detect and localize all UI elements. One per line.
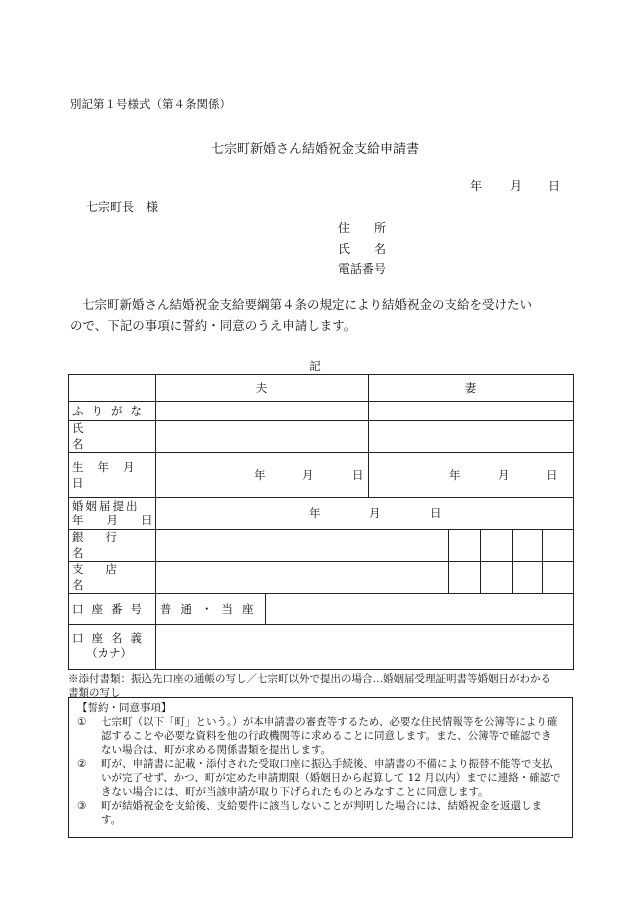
name-label: 氏名 <box>72 421 138 451</box>
date-year-label: 年 <box>470 179 483 193</box>
consent-item-3-text: 町が結婚祝金を支給後、支給要件に該当しないことが判明した場合には、結婚祝金を返還します。 <box>101 800 542 826</box>
marriage-date-label-line2: 年 月 日 <box>72 513 153 527</box>
addressee: 七宗町長 様 <box>86 200 159 214</box>
date-day-label: 日 <box>548 179 561 193</box>
furigana-label: ふりがな <box>72 403 150 418</box>
bank-name-label: 銀行名 <box>72 530 139 560</box>
applicant-phone-label: 電話番号 <box>338 262 387 276</box>
consent-item-3-number: ③ <box>77 800 87 812</box>
husband-birth-day: 日 <box>352 467 364 482</box>
consent-item-1-number: ① <box>77 716 87 728</box>
statement-line-2: ので、下記の事項に誓約・同意のうえ申請します。 <box>70 318 357 333</box>
husband-birth-year: 年 <box>254 467 266 482</box>
wife-header: 妻 <box>464 380 477 395</box>
applicant-address-label: 住 所 <box>338 221 387 235</box>
account-holder-label: 口座名義 <box>72 630 150 645</box>
marriage-day: 日 <box>430 506 442 520</box>
consent-item-3 <box>77 799 567 829</box>
wife-birth-day: 日 <box>546 467 558 482</box>
consent-heading: 【誓約・同意事項】 <box>77 702 172 714</box>
branch-name-label: 支店名 <box>72 562 139 592</box>
consent-item-2-text: 町が、申請書に記載・添付された受取口座に振込手続後、申請書の不備により振替不能等で支払いが完了せず、かつ、町が定めた申請期限（婚姻日から起算して 12 月以内）までに連絡・確認できない場合には、町が当該申請が取り下げられたものとみなすことに同意します。 <box>101 758 561 798</box>
marriage-month: 月 <box>369 506 381 520</box>
consent-section <box>68 697 573 838</box>
document-title: 七宗町新婚さん結婚祝金支給申請書 <box>210 142 419 157</box>
consent-item-1 <box>77 715 567 757</box>
wife-birth-year: 年 <box>449 467 461 482</box>
consent-item-2-number: ② <box>77 758 87 770</box>
ki-heading: 記 <box>309 359 321 373</box>
account-type-options: 普通・当座 <box>160 601 263 616</box>
consent-item-2 <box>77 757 567 799</box>
attachment-note: ※添付書類：振込先口座の通帳の写し／七宗町以外で提出の場合…婚姻届受理証明書等婚姻日がわかる書類の写し <box>68 673 551 699</box>
wife-birth-month: 月 <box>498 467 510 482</box>
marriage-date-label-line1: 婚姻届提出 <box>72 499 140 513</box>
statement-line-1: 七宗町新婚さん結婚祝金支給要綱第４条の規定により結婚祝金の支給を受けたい <box>82 297 533 312</box>
application-statement <box>70 294 570 336</box>
birthdate-label: 生年月日 <box>72 459 149 490</box>
marriage-year: 年 <box>309 506 321 520</box>
husband-birth-month: 月 <box>302 467 314 482</box>
account-number-label: 口座番号 <box>72 601 150 616</box>
date-month-label: 月 <box>510 179 523 193</box>
applicant-name-label: 氏 名 <box>338 242 387 256</box>
husband-header: 夫 <box>255 380 268 395</box>
account-holder-kana-label: （カナ） <box>86 645 132 660</box>
form-number-label: 別記第１号様式（第４条関係） <box>70 97 231 111</box>
consent-item-1-text: 七宗町（以下「町」という。）が本申請書の審査等するため、必要な住民情報等を公簿等により確認することや必要な資料を他の行政機関等に求めることに同意します。また、公簿等で確認できない場合は、町が求める関係書類を提出します。 <box>101 716 558 756</box>
